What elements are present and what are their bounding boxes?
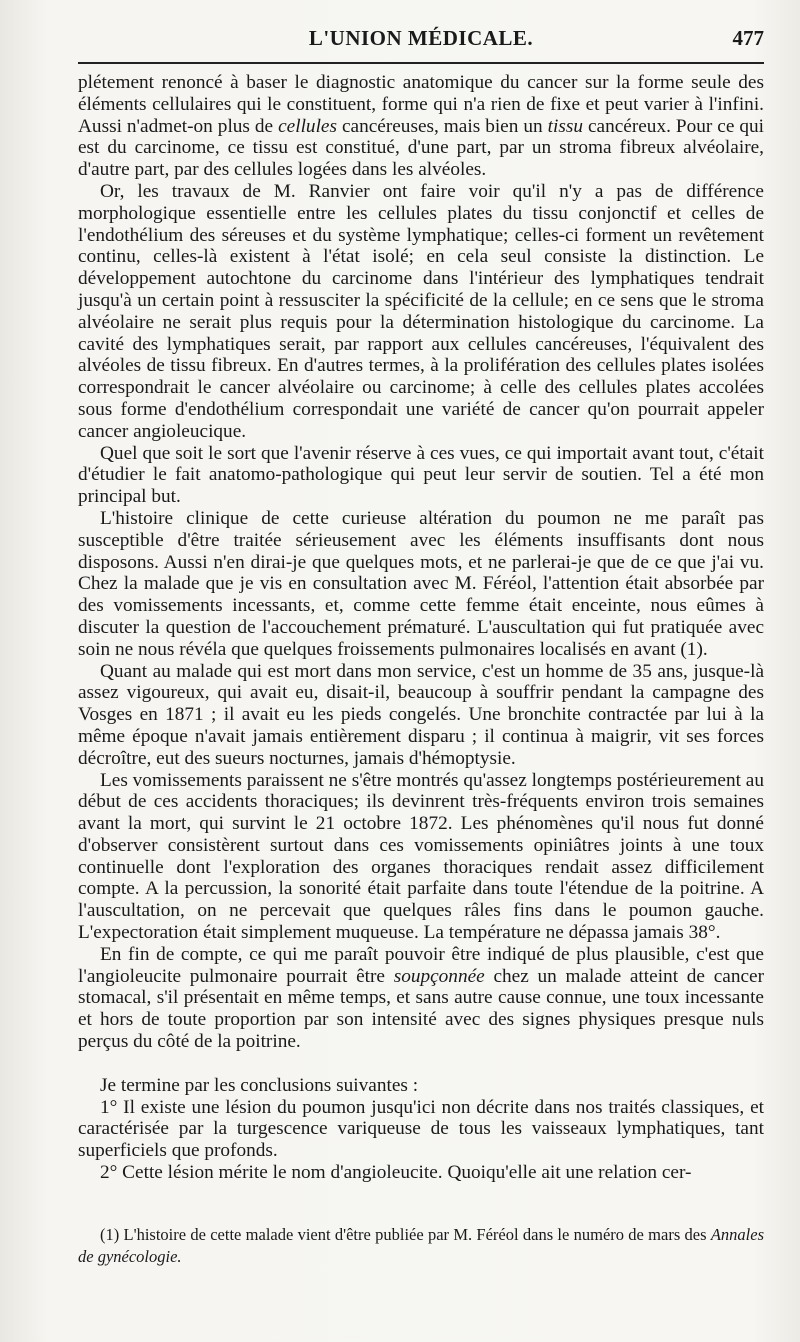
header-rule [78,62,764,64]
text-run: chez un malade atteint de cancer stomacal, s'il présentait en même temps, et sans autre cause connue, une toux incessante et hors de toute proportion par son intensité avec des signes physiques presque nuls perçus du côté de la poitrine. [78,965,764,1053]
text-run: L'histoire clinique de cette curieuse altération du poumon ne me paraît pas susceptible d'être traitée sérieusement avec les éléments insuffisants dont nous disposons. Aussi n'en dirai-je que quelques mots, et ne parlerai-je que de ce que j'ai vu. Chez la malade que je vis en consultation avec M. Féréol, l'attention était absorbée par des vomissements incessants, et, comme cette femme était enceinte, nous eûmes à discuter la question de l'accouchement prématuré. L'auscultation qui fut pratiquée avec soin ne nous révéla que quelques froissements pulmonaires localisés en avant (1). [78,507,764,660]
text-run: Quel que soit le sort que l'avenir réserve à ces vues, ce qui importait avant tout, c'était d'étudier le fait anatomo-pathologique qui peut leur servir de soutien. Tel a été mon principal but. [78,442,764,508]
page-header [78,24,764,64]
footnote [78,1224,764,1268]
text-run: Je termine par les conclusions suivantes : [100,1074,419,1096]
paragraph [78,770,764,944]
paragraph [78,661,764,770]
paragraph [78,1075,764,1097]
paragraph [78,181,764,443]
running-title: L'UNION MÉDICALE. [308,26,534,50]
paragraph [78,72,764,181]
italic-run: tissu [547,115,583,137]
text-run: En fin de compte, ce qui me paraît pouvoir être indiqué de plus plausible, c'est que l'angioleucite pulmonaire pourrait être [78,943,764,987]
page-number: 477 [732,26,764,50]
text-run: Quant au malade qui est mort dans mon service, c'est un homme de 35 ans, jusque-là assez vigoureux, qui avait eu, disait-il, beaucoup à souffrir pendant la campagne des Vosges en 1871 ; il avait eu les pieds congelés. Une bronchite contractée par lui à la même époque n'avait jamais entièrement disparu ; il continua à maigrir, vit ses forces décroître, eut des sueurs nocturnes, jamais d'hémoptysie. [78,660,764,769]
body-text [78,72,764,1184]
italic-run: Annales de gynécologie. [78,1225,764,1266]
paragraph [78,944,764,1053]
text-run: plétement renoncé à baser le diagnostic anatomique du cancer sur la forme seule des éléments cellulaires qui le constituent, forme qui n'a rien de fixe et peut varier à l'infini. Aussi n'admet-on plus de [78,72,764,137]
paragraph [78,508,764,661]
text-run: (1) L'histoire de cette malade vient d'être publiée par M. Féréol dans le numéro de mars des [100,1225,711,1244]
text-run: 2° Cette lésion mérite le nom d'angioleucite. Quoiqu'elle ait une relation cer- [100,1162,692,1184]
paragraph [78,1162,764,1184]
text-run: cancéreuses, mais bien un [336,115,548,137]
paragraph [78,443,764,508]
text-run: Les vomissements paraissent ne s'être montrés qu'assez longtemps postérieurement au début de ces accidents thoraciques; ils devinrent très-fréquents environ trois semaines avant la mort, qui survint le 21 octobre 1872. Les phénomènes qu'il nous fut donné d'observer consistèrent surtout dans ces vomissements opiniâtres joints à une toux continuelle dont l'exploration des organes thoraciques rendait assez difficilement compte. A la percussion, la sonorité était parfaite dans toute l'étendue de la poitrine. A l'auscultation, on ne percevait que quelques râles fins dans le poumon gauche. L'expectoration était simplement muqueuse. La température ne dépassa jamais 38°. [78,769,764,944]
text-run: cancéreux. Pour ce qui est du carcinome, ce tissu est constitué, d'une part, par un stroma fibreux alvéolaire, d'autre part, par des cellules logées dans les alvéoles. [78,115,764,181]
text-run: Or, les travaux de M. Ranvier ont faire voir qu'il n'y a pas de différence morphologique essentielle entre les cellules plates du tissu conjonctif et celles de l'endothélium des séreuses et du système lymphatique; celles-ci forment un revêtement continu, celles-là existent à l'état isolé; en cela seul consiste la distinction. Le développement autochtone du carcinome dans l'intérieur des lymphatiques tendrait jusqu'à un certain point à ressusciter la spécificité de la cellule; en ce sens que le stroma alvéolaire ne serait plus requis pour la détermination histologique du carcinome. La cavité des lymphatiques serait, par rapport aux cellules cancéreuses, l'équivalent des alvéoles de tissu fibreux. En d'autres termes, à la prolifération des cellules plates isolées correspondrait le cancer alvéolaire ou carcinome; à celle des cellules plates accolées sous forme d'endothélium correspondait une variété de cancer qu'on pourrait appeler cancer angioleucique. [78,180,764,442]
text-run: 1° Il existe une lésion du poumon jusqu'ici non décrite dans nos traités classiques, et caractérisée par la turgescence variqueuse de tous les vaisseaux lymphatiques, tant superficiels que profonds. [78,1096,764,1162]
paragraph [78,1097,764,1162]
italic-run: soupçonnée [393,965,485,987]
italic-run: cellules [278,115,337,137]
